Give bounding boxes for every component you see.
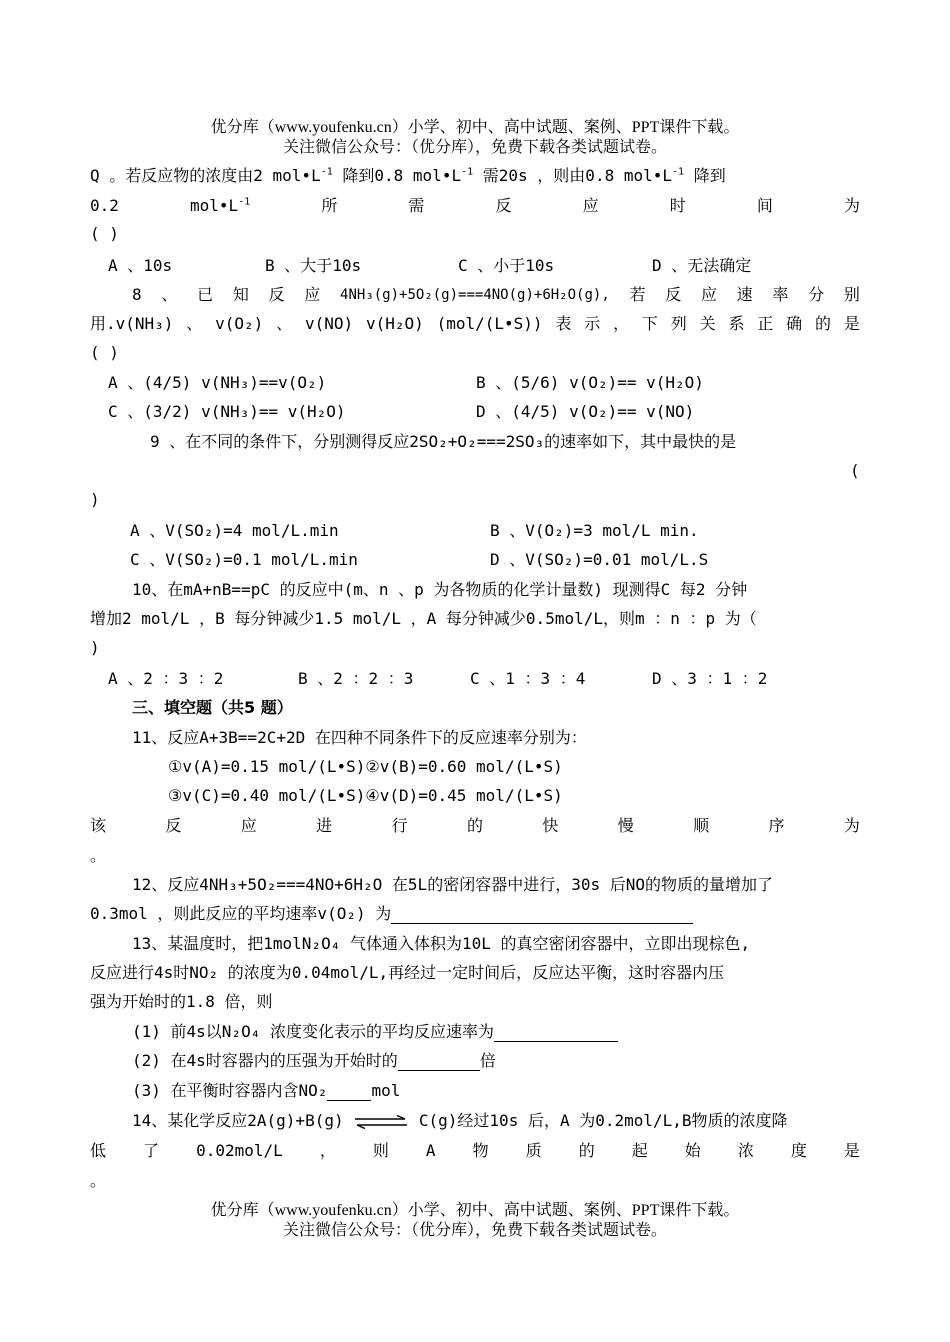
q9-stem: 9 、在不同的条件下，分别测得反应2SO₂+O₂===2SO₃的速率如下，其中最快的是 [150, 432, 737, 451]
q13-sub-1: (1) 前4s以N₂O₄ 浓度变化表示的平均反应速率为 [132, 1022, 618, 1042]
q9-paren-open: ( [850, 461, 860, 480]
q13-blank-2 [398, 1054, 480, 1071]
q8-option-a: A 、(4/5) v(NH₃)==v(O₂) [108, 373, 327, 392]
header-line-2: 关注微信公众号：（优分库），免费下载各类试题试卷。 [282, 139, 667, 156]
q10-paren-close: ) [90, 638, 100, 657]
q10-option-d: D 、3 ：1 ：2 [652, 669, 768, 688]
footer-line-1: 优分库（www.youfenku.cn）小学、初中、高中试题、案例、PPT课件下载。 [210, 1202, 740, 1219]
q10-option-c: C 、1 ：3 ：4 [470, 669, 586, 688]
q11-end: 。 [90, 846, 107, 865]
q10-line-2: 增加2 mol/L ，B 每分钟减少1.5 mol/L ，A 每分钟减少0.5mol/L，则m ：n ：p 为（ [90, 609, 757, 628]
q10-option-a: A 、2 ：3 ：2 [108, 669, 224, 688]
q11-line-3: 该 反 应 进 行 的 快 慢 顺 序 为 [90, 816, 860, 835]
q8-line-2: 用.v(NH₃) 、 v(O₂) 、 v(NO) v(H₂O) (mol/(L•S)) 表 示 ， 下 列 关 系 正 确 的 是 [90, 314, 860, 333]
q7-line-2: 0.2 $mol•L^{-1}$ 所 需 反 应 时 间 为 [90, 196, 860, 215]
q14-line-1: 14、某化学反应2A(g)+B(g) C(g)经过10s 后，A 为0.2mol/L,B物质的浓度降 [132, 1111, 788, 1130]
q8-option-b: B 、(5/6) v(O₂)== v(H₂O) [476, 373, 704, 392]
q13-sub-2: (2) 在4s时容器内的压强为开始时的 倍 [132, 1051, 496, 1070]
q7-option-c: C 、小于10s [458, 256, 555, 275]
q12-answer-blank [391, 907, 693, 924]
footer-line-2: 关注微信公众号：（优分库），免费下载各类试题试卷。 [282, 1222, 667, 1239]
q8-line-1: 8 、 已 知 反 应 4NH₃(g)+5O₂(g)===4NO(g)+6H₂O(g), 若 反 应 速 率 分 别 [132, 285, 860, 304]
q8-option-c: C 、(3/2) v(NH₃)== v(H₂O) [108, 402, 346, 421]
section-3-title: 三、填空题（共5 题） [132, 698, 293, 717]
q7-answer-paren: ( ) [90, 224, 119, 243]
q8-option-d: D 、(4/5) v(O₂)== v(NO) [476, 402, 695, 421]
q13-sub-3: (3) 在平衡时容器内含NO₂ mol [132, 1081, 401, 1100]
q8-answer-paren: ( ) [90, 343, 119, 362]
q10-option-b: B 、2 ：2 ：3 [298, 669, 414, 688]
equilibrium-arrow-icon [353, 1115, 409, 1129]
q13-line-1: 13、某温度时，把1molN₂O₄ 气体通入体积为10L 的真空密闭容器中，立即出现棕色, [132, 934, 751, 953]
q9-option-d: D 、V(SO₂)=0.01 mol/L.S [490, 550, 709, 569]
q7-option-d: D 、无法确定 [652, 256, 752, 275]
q12-line-1: 12、反应4NH₃+5O₂===4NO+6H₂O 在5L的密闭容器中进行，30s 后NO的物质的量增加了 [132, 875, 773, 894]
q13-line-2: 反应进行4s时NO₂ 的浓度为0.04mol/L,再经过一定时间后，反应达平衡，这时容器内压 [90, 963, 725, 982]
q7-option-b: B 、大于10s [265, 256, 362, 275]
q11-stem: 11、反应A+3B==2C+2D 在四种不同条件下的反应速率分别为： [132, 728, 587, 747]
q7-option-a: A 、10s [108, 256, 173, 275]
q13-blank-3 [327, 1084, 371, 1101]
q12-line-2: 0.3mol ，则此反应的平均速率v(O₂) 为 [90, 904, 693, 924]
q13-line-3: 强为开始时的1.8 倍，则 [90, 992, 273, 1011]
q9-option-c: C 、V(SO₂)=0.1 mol/L.min [130, 550, 358, 569]
q9-option-a: A 、V(SO₂)=4 mol/L.min [130, 521, 339, 540]
q7-line-1: Q 。若反应物的浓度由2 $mol•L^{-1}$ 降到0.8 $mol•L^{-1}$ 需20s ，则由0.8 $mol•L^{-1}$ 降到 [90, 166, 726, 185]
q11-rates-1: ①v(A)=0.15 mol/(L•S)②v(B)=0.60 mol/(L•S) [168, 757, 563, 776]
q11-rates-2: ③v(C)=0.40 mol/(L•S)④v(D)=0.45 mol/(L•S) [168, 786, 563, 805]
q13-blank-1 [494, 1025, 618, 1042]
q14-end: 。 [90, 1171, 107, 1190]
q9-paren-close: ) [90, 490, 100, 509]
header-line-1: 优分库（www.youfenku.cn）小学、初中、高中试题、案例、PPT课件下载。 [210, 119, 740, 136]
q9-option-b: B 、V(O₂)=3 mol/L min. [490, 521, 699, 540]
q10-line-1: 10、在mA+nB==pC 的反应中(m、n 、p 为各物质的化学计量数) 现测得C 每2 分钟 [132, 580, 748, 599]
q14-line-2: 低 了 0.02mol/L ， 则 A 物 质 的 起 始 浓 度 是 [90, 1141, 860, 1160]
